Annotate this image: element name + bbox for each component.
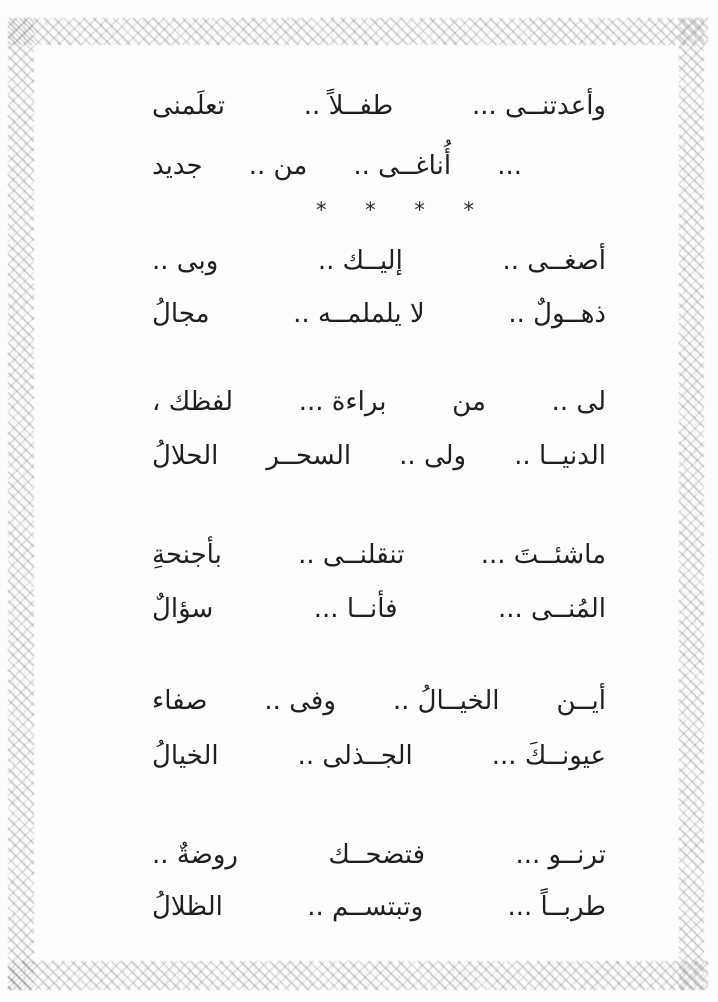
border-right — [679, 18, 704, 990]
poem-word: تعلَمنى — [152, 91, 225, 121]
poem-word: الخيــالُ .. — [392, 686, 500, 716]
poem-word: ترنــو ... — [515, 840, 606, 870]
poem-word: إليــك .. — [317, 246, 403, 276]
poem-word: من — [452, 387, 486, 417]
poem-word: لى .. — [551, 387, 606, 417]
poem-line — [152, 146, 522, 186]
poem-line — [152, 681, 606, 721]
border-left — [8, 18, 34, 990]
poem-line — [152, 382, 606, 422]
border-top — [8, 18, 708, 45]
poem-word: لا يلملمــه .. — [293, 299, 425, 329]
poem-word: روضةٌ .. — [152, 840, 238, 870]
poem-word: تنقلنــى .. — [298, 540, 405, 570]
poem-line — [152, 736, 606, 776]
poem-line — [152, 294, 606, 334]
poem-word: سؤالٌ — [152, 594, 214, 624]
border-bottom — [8, 961, 708, 990]
poem-word: الخيالُ — [152, 741, 219, 771]
poem-line — [152, 589, 606, 629]
poem-word: فتضحــك — [328, 840, 426, 870]
poem-word: ذهــولٌ .. — [508, 299, 606, 329]
poem-word: طفــلاً .. — [303, 91, 394, 121]
poem-word: ولى .. — [399, 441, 467, 471]
poem-word: بأجنحةِ — [152, 540, 222, 570]
poem-word: الدنيــا .. — [514, 441, 606, 471]
poem-word: وبى .. — [152, 246, 219, 276]
poem-word: عيونــكَ ... — [491, 741, 606, 771]
poem-word: أصغــى .. — [502, 246, 606, 276]
poem-word: السحــر — [266, 441, 352, 471]
poem-line — [152, 241, 606, 281]
poem-word: من .. — [248, 151, 308, 181]
poem-word: وفى .. — [264, 686, 336, 716]
poem-word: لفظك ، — [152, 387, 234, 417]
poem-word: ... — [497, 151, 522, 181]
poem-line — [152, 436, 606, 476]
poem-word: براءة ... — [298, 387, 387, 417]
poem-word: ماشئــتَ ... — [480, 540, 606, 570]
poem-line — [152, 86, 606, 126]
poem-word: وتبتســم .. — [307, 892, 424, 922]
poem-word: فأنــا ... — [313, 594, 398, 624]
poem-word: جديد — [152, 151, 203, 181]
poem-word: صفاء — [152, 686, 208, 716]
poem-word: طربــاً ... — [507, 892, 606, 922]
poem-word: أُناغــى .. — [353, 151, 452, 181]
poem-line — [152, 835, 606, 875]
poem-line — [152, 887, 606, 927]
poem-word: الجــذلى .. — [297, 741, 413, 771]
poem-word: مجالُ — [152, 299, 210, 329]
poem-word: وأعدتنــى ... — [472, 91, 606, 121]
poem-word: الظلالُ — [152, 892, 223, 922]
poem-line — [152, 535, 606, 575]
poem-word: أيــن — [556, 686, 606, 716]
poem-word: الحلالُ — [152, 441, 219, 471]
stanza-separator: * * * * — [315, 198, 491, 222]
poem-word: المُنــى ... — [498, 594, 606, 624]
